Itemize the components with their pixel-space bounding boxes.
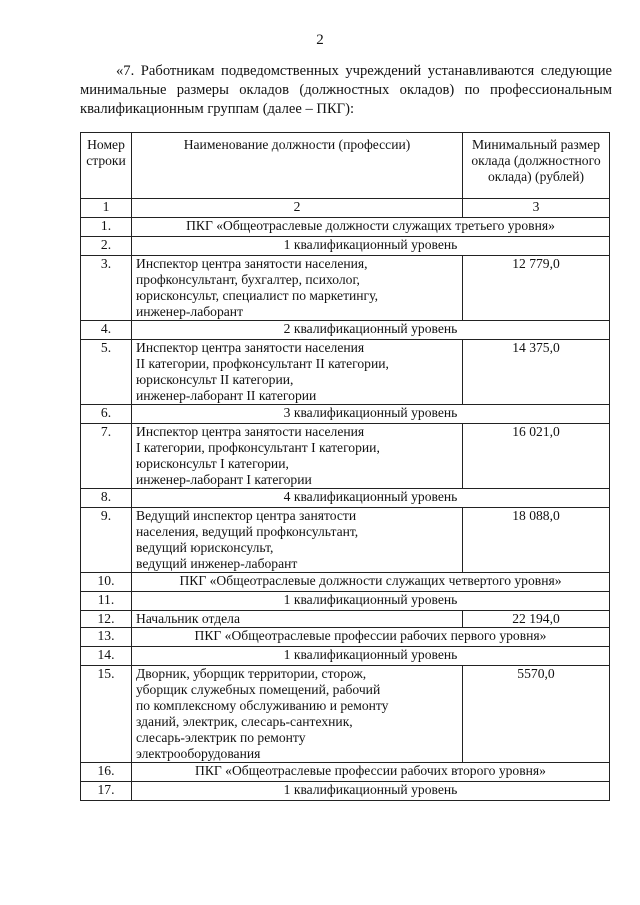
group-heading: ПКГ «Общеотраслевые должности служащих третьего уровня»	[132, 218, 610, 237]
table-row	[81, 424, 610, 489]
table-row	[81, 218, 610, 237]
table-row	[81, 405, 610, 424]
table-row	[81, 489, 610, 508]
table-body	[81, 218, 610, 801]
row-number: 1.	[81, 218, 132, 237]
position-line: Дворник, уборщик территории, сторож,	[136, 666, 367, 681]
position-line: Начальник отдела	[136, 611, 240, 626]
row-number: 17.	[81, 782, 132, 801]
row-number: 9.	[81, 508, 132, 573]
row-number: 5.	[81, 340, 132, 405]
table-row	[81, 592, 610, 611]
table-row	[81, 628, 610, 647]
table-row	[81, 763, 610, 782]
salary-value: 16 021,0	[463, 424, 610, 489]
table-row	[81, 321, 610, 340]
table-row	[81, 573, 610, 592]
position-line: Инспектор центра занятости населения,	[136, 256, 368, 271]
col-number-1: 1	[81, 199, 132, 218]
row-number: 11.	[81, 592, 132, 611]
position-names	[132, 424, 463, 489]
table-row	[81, 340, 610, 405]
group-heading: 1 квалификационный уровень	[132, 237, 610, 256]
position-line: населения, ведущий профконсультант,	[136, 524, 359, 539]
row-number: 4.	[81, 321, 132, 340]
position-line: Ведущий инспектор центра занятости	[136, 508, 357, 523]
header-row-number: Номер строки	[81, 133, 132, 199]
column-number-row	[81, 199, 610, 218]
col-number-2: 2	[132, 199, 463, 218]
group-heading: 4 квалификационный уровень	[132, 489, 610, 508]
table-row	[81, 611, 610, 628]
position-names	[132, 666, 463, 763]
group-heading: 1 квалификационный уровень	[132, 592, 610, 611]
row-number: 14.	[81, 647, 132, 666]
position-line: юрисконсульт II категории,	[136, 372, 294, 387]
position-line: инженер-лаборант II категории	[136, 388, 317, 403]
group-heading: 3 квалификационный уровень	[132, 405, 610, 424]
row-number: 16.	[81, 763, 132, 782]
row-number: 13.	[81, 628, 132, 647]
position-line: ведущий юрисконсульт,	[136, 540, 274, 555]
position-line: Инспектор центра занятости населения	[136, 424, 365, 439]
header-position-name: Наименование должности (профессии)	[132, 133, 463, 199]
position-line: I категории, профконсультант I категории,	[136, 440, 380, 455]
table-row	[81, 666, 610, 763]
salary-table	[80, 132, 610, 801]
salary-value: 18 088,0	[463, 508, 610, 573]
table-row	[81, 782, 610, 801]
position-line: ведущий инженер-лаборант	[136, 556, 298, 571]
position-names	[132, 256, 463, 321]
group-heading: 1 квалификационный уровень	[132, 647, 610, 666]
row-number: 8.	[81, 489, 132, 508]
row-number: 3.	[81, 256, 132, 321]
position-line: юрисконсульт I категории,	[136, 456, 289, 471]
salary-value: 5570,0	[463, 666, 610, 763]
row-number: 12.	[81, 611, 132, 628]
table-header-row	[81, 133, 610, 199]
position-line: юрисконсульт, специалист по маркетингу,	[136, 288, 378, 303]
position-line: инженер-лаборант	[136, 304, 244, 319]
position-line: уборщик служебных помещений, рабочий	[136, 682, 381, 697]
salary-value: 12 779,0	[463, 256, 610, 321]
row-number: 7.	[81, 424, 132, 489]
position-names	[132, 508, 463, 573]
position-line: профконсультант, бухгалтер, психолог,	[136, 272, 360, 287]
table-row	[81, 256, 610, 321]
position-line: II категории, профконсультант II категории,	[136, 356, 389, 371]
position-line: слесарь-электрик по ремонту	[136, 730, 306, 745]
row-number: 2.	[81, 237, 132, 256]
group-heading: 1 квалификационный уровень	[132, 782, 610, 801]
salary-value: 14 375,0	[463, 340, 610, 405]
position-line: по комплексному обслуживанию и ремонту	[136, 698, 389, 713]
intro-paragraph: «7. Работникам подведомственных учреждений устанавливаются следующие минимальные размеры окладов (должностных окладов) по профессиональным квалификационным группам (далее – ПКГ):	[80, 63, 612, 117]
group-heading: ПКГ «Общеотраслевые должности служащих четвертого уровня»	[132, 573, 610, 592]
table-row	[81, 508, 610, 573]
group-heading: ПКГ «Общеотраслевые профессии рабочих первого уровня»	[132, 628, 610, 647]
row-number: 10.	[81, 573, 132, 592]
salary-value: 22 194,0	[463, 611, 610, 628]
position-line: зданий, электрик, слесарь-сантехник,	[136, 714, 353, 729]
position-line: Инспектор центра занятости населения	[136, 340, 365, 355]
group-heading: ПКГ «Общеотраслевые профессии рабочих второго уровня»	[132, 763, 610, 782]
page-number: 2	[316, 32, 324, 48]
header-min-salary: Минимальный размер оклада (должностного оклада) (рублей)	[463, 133, 610, 199]
row-number: 15.	[81, 666, 132, 763]
row-number: 6.	[81, 405, 132, 424]
position-line: инженер-лаборант I категории	[136, 472, 312, 487]
group-heading: 2 квалификационный уровень	[132, 321, 610, 340]
position-line: электрооборудования	[136, 746, 261, 761]
col-number-3: 3	[463, 199, 610, 218]
position-names	[132, 340, 463, 405]
table-row	[81, 647, 610, 666]
position-names	[132, 611, 463, 628]
table-row	[81, 237, 610, 256]
